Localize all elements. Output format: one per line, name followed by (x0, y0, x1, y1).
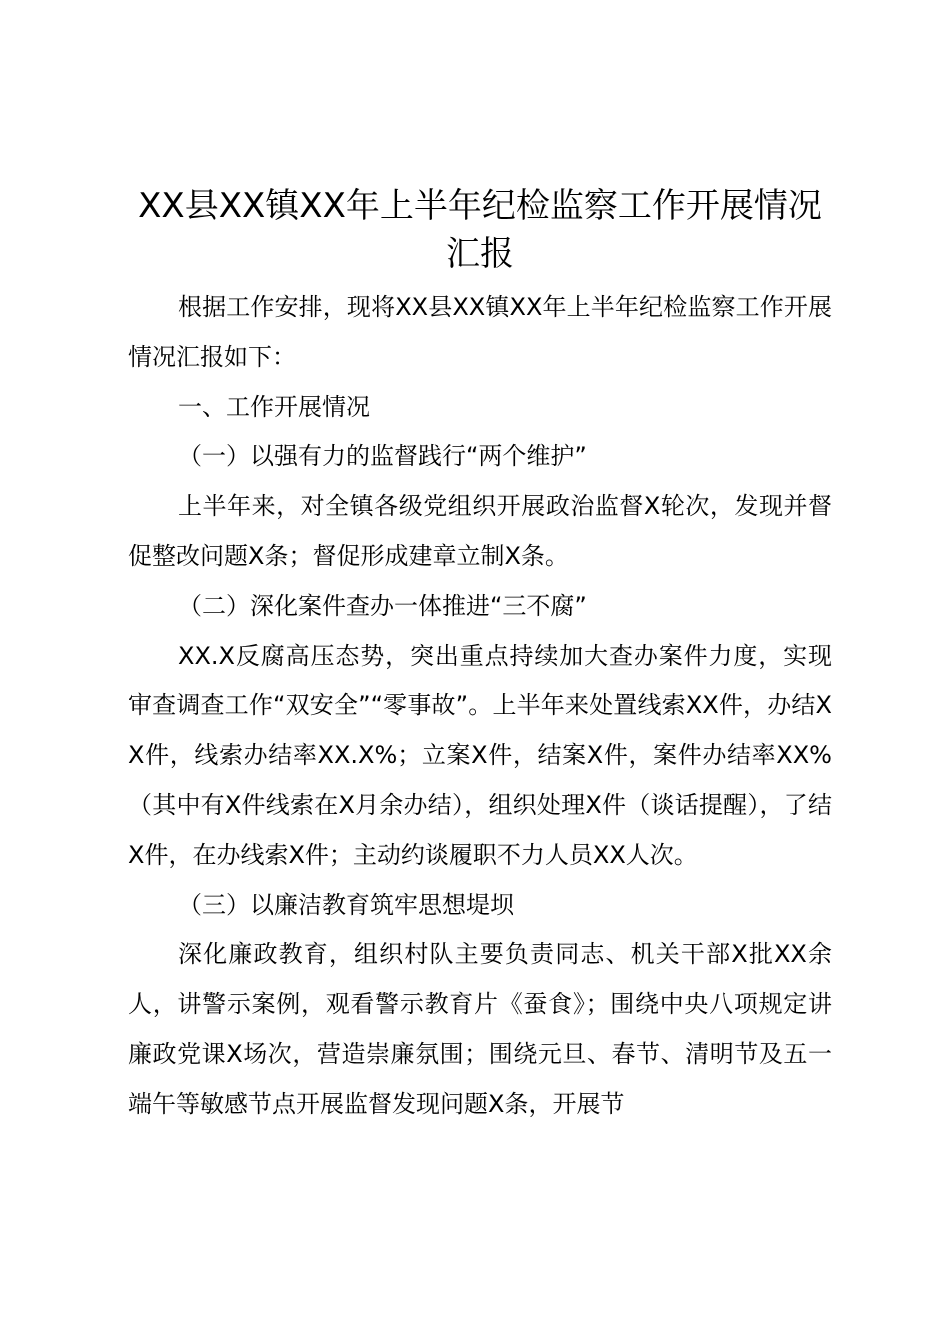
subsection-body-2: XX.X反腐高压态势，突出重点持续加大查办案件力度，实现审查调查工作“双安全”“零事故”。上半年来处置线索XX件，办结XX件，线索办结率XX.X%；立案X件，结案X件，案件办结率XX%（其中有X件线索在X月余办结），组织处理X件（谈话提醒），了结X件，在办线索X件；主动约谈履职不力人员XX人次。 (128, 641, 832, 869)
document-title: XX县XX镇XX年上半年纪检监察工作开展情况汇报 (138, 186, 822, 274)
intro-paragraph: 根据工作安排，现将XX县XX镇XX年上半年纪检监察工作开展情况汇报如下： (128, 293, 832, 371)
subsection-heading-3: （三）以廉洁教育筑牢思想堤坝 (178, 890, 514, 919)
subsection-heading-1: （一）以强有力的监督践行“两个维护” (178, 442, 587, 471)
subsection-body-1: 上半年来，对全镇各级党组织开展政治监督X轮次，发现并督促整改问题X条；督促形成建章立制X条。 (128, 492, 832, 570)
section-heading-1: 一、工作开展情况 (178, 392, 370, 421)
subsection-body-3: 深化廉政教育，组织村队主要负责同志、机关干部X批XX余人，讲警示案例，观看警示教育片《蚕食》；围绕中央八项规定讲廉政党课X场次，营造崇廉氛围；围绕元旦、春节、清明节及五一端午等敏感节点开展监督发现问题X条，开展节 (128, 940, 832, 1118)
subsection-heading-2: （二）深化案件查办一体推进“三不腐” (178, 591, 587, 620)
document-body (128, 283, 832, 1130)
